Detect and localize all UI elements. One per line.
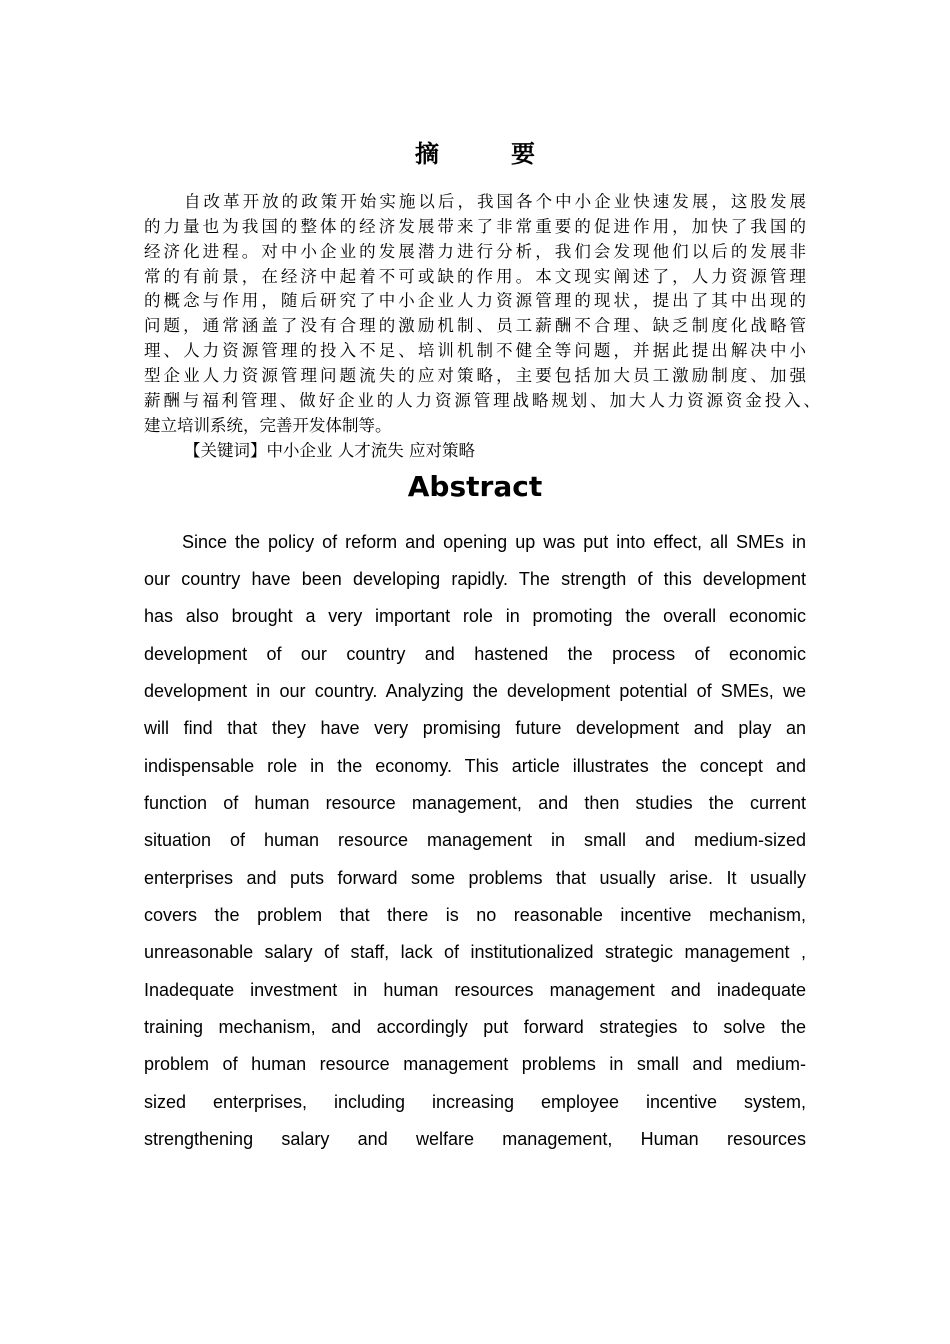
en-line: Inadequate investment in human resources management and inadequate: [144, 980, 806, 1000]
en-line: sized enterprises, including increasing employee incentive system,: [144, 1092, 806, 1112]
keywords-line: [184, 439, 475, 463]
cn-line: 薪酬与福利管理、做好企业的人力资源管理战略规划、加大人力资源资金投入、: [144, 391, 820, 410]
title-char-1: 摘: [415, 140, 439, 168]
cn-line: 自改革开放的政策开始实施以后，我国各个中小企业快速发展，这股发展: [184, 192, 806, 211]
en-line: development in our country. Analyzing the development potential of SMEs, we: [144, 681, 806, 701]
en-line: strengthening salary and welfare management, Human resources: [144, 1129, 806, 1149]
en-line: function of human resource management, and then studies the current: [144, 793, 806, 813]
en-line: covers the problem that there is no reasonable incentive mechanism,: [144, 905, 806, 925]
en-line: enterprises and puts forward some problems that usually arise. It usually: [144, 868, 806, 888]
cn-line: 常的有前景，在经济中起着不可或缺的作用。本文现实阐述了，人力资源管理: [144, 267, 806, 286]
english-abstract-title: Abstract: [407, 470, 543, 503]
cn-line: 的概念与作用，随后研究了中小企业人力资源管理的现状，提出了其中出现的: [144, 291, 806, 310]
en-line: indispensable role in the economy. This article illustrates the concept and: [144, 756, 806, 776]
en-line: unreasonable salary of staff, lack of institutionalized strategic management ,: [144, 942, 806, 962]
en-line: has also brought a very important role in promoting the overall economic: [144, 606, 806, 626]
keywords-value: 中小企业 人才流失 应对策略: [266, 441, 475, 460]
en-line: situation of human resource management in small and medium-sized: [144, 830, 806, 850]
en-line: Since the policy of reform and opening up was put into effect, all SMEs in: [182, 532, 806, 552]
chinese-abstract-title: [0, 134, 950, 169]
en-line: training mechanism, and accordingly put forward strategies to solve the: [144, 1017, 806, 1037]
cn-line: 建立培训系统，完善开发体制等。: [144, 416, 392, 435]
en-line: our country have been developing rapidly. The strength of this development: [144, 569, 806, 589]
cn-line: 的力量也为我国的整体的经济发展带来了非常重要的促进作用，加快了我国的: [144, 217, 806, 236]
en-line: problem of human resource management problems in small and medium-: [144, 1054, 806, 1074]
title-char-2: 要: [511, 140, 535, 168]
cn-line: 经济化进程。对中小企业的发展潜力进行分析，我们会发现他们以后的发展非: [144, 242, 806, 261]
en-line: development of our country and hastened the process of economic: [144, 644, 806, 664]
en-line: will find that they have very promising future development and play an: [144, 718, 806, 738]
cn-line: 问题，通常涵盖了没有合理的激励机制、员工薪酬不合理、缺乏制度化战略管: [144, 316, 806, 335]
cn-line: 型企业人力资源管理问题流失的应对策略，主要包括加大员工激励制度、加强: [144, 366, 806, 385]
cn-line: 理、人力资源管理的投入不足、培训机制不健全等问题，并据此提出解决中小: [144, 341, 806, 360]
keywords-label: 【关键词】: [184, 441, 267, 460]
